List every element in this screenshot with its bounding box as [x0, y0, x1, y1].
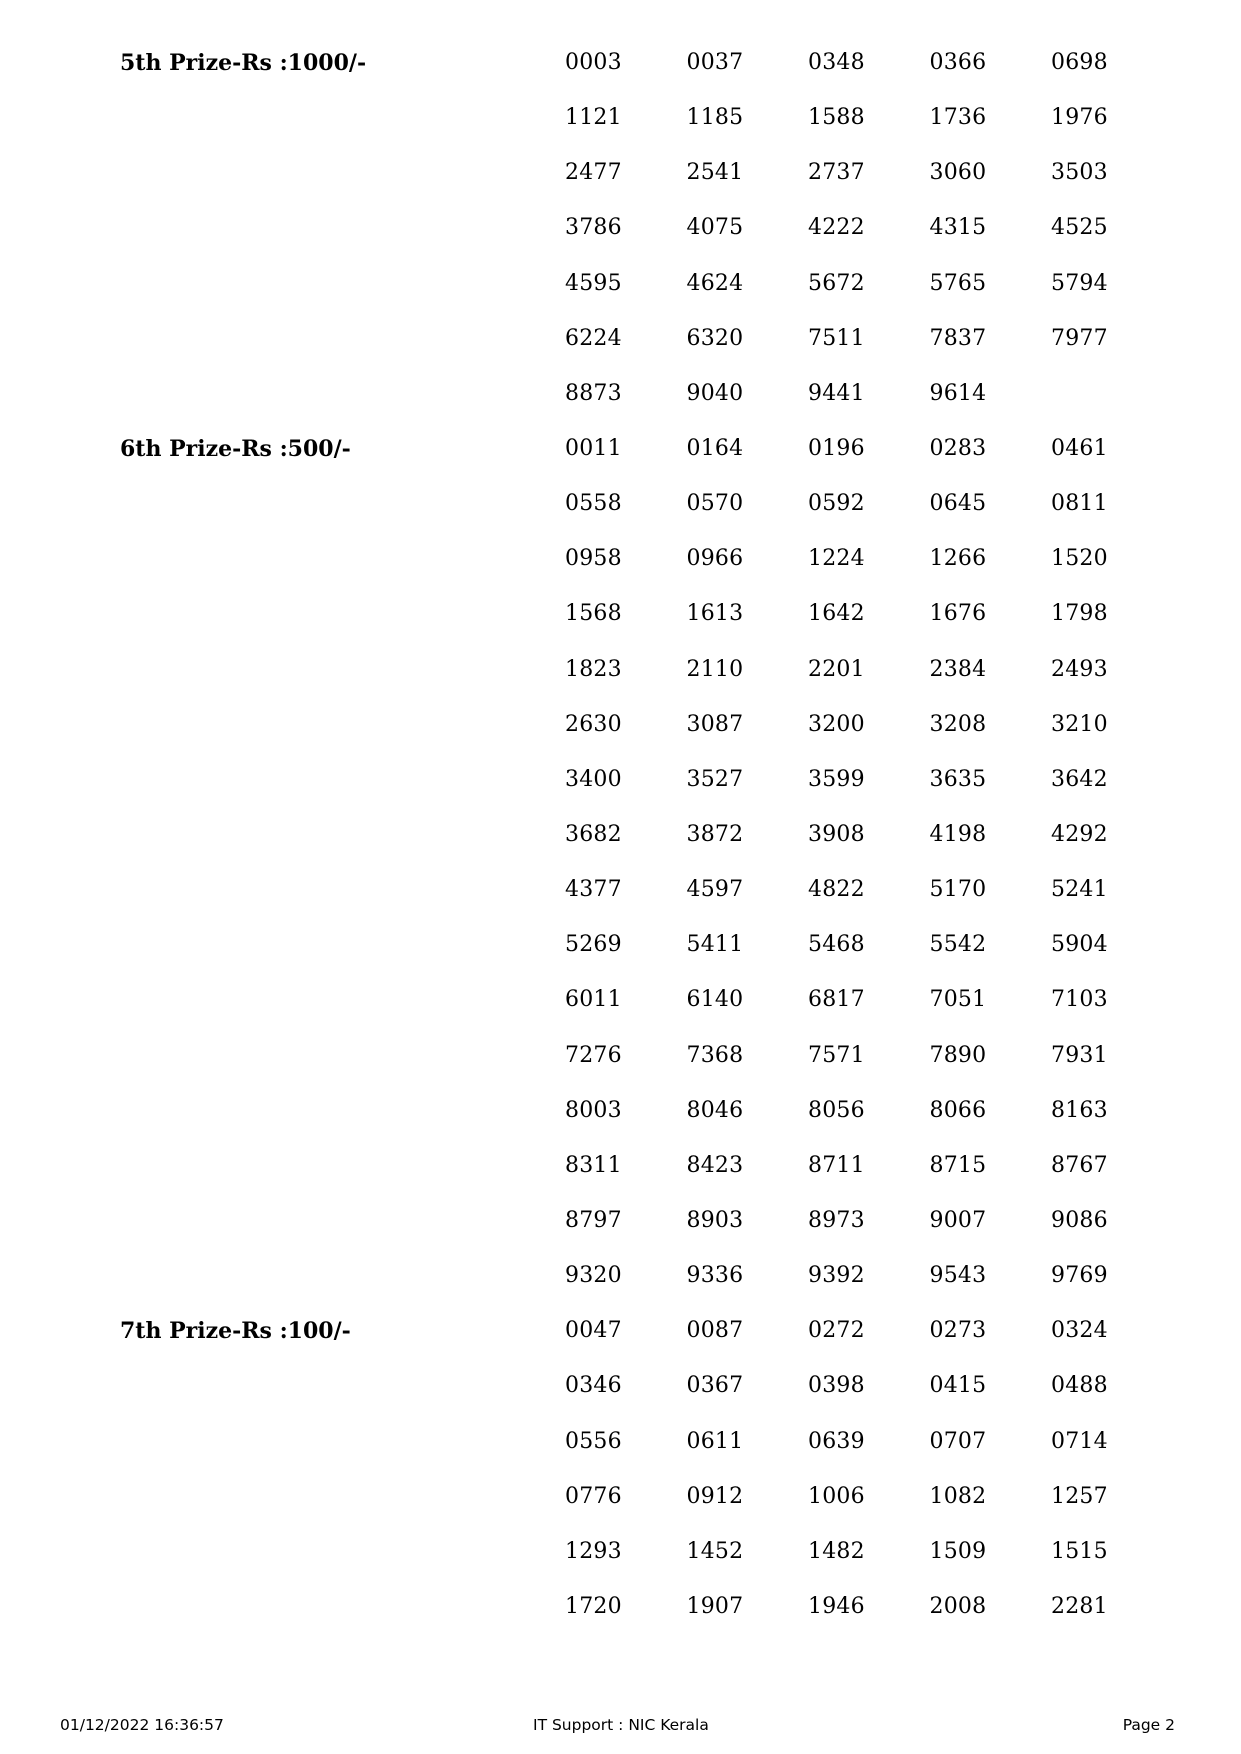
ticket-number: 9392: [808, 1263, 865, 1289]
ticket-number: 0611: [686, 1428, 744, 1454]
ticket-number: 1736: [929, 105, 987, 131]
ticket-number: 5794: [1051, 270, 1108, 296]
ticket-number: 1588: [808, 105, 865, 131]
ticket-number: 0966: [686, 546, 744, 572]
ticket-number: 4595: [565, 270, 622, 296]
ticket-number: 1082: [929, 1483, 987, 1509]
ticket-number: 2541: [686, 160, 744, 186]
ticket-number: 6140: [686, 987, 744, 1013]
ticket-number: 8873: [565, 380, 622, 406]
ticket-number: 7051: [929, 987, 987, 1013]
ticket-number: 0164: [686, 436, 744, 462]
ticket-number: 9040: [686, 380, 744, 406]
prize-row: [120, 476, 1173, 531]
ticket-number: 0958: [565, 546, 622, 572]
prize-row: [120, 1193, 1173, 1248]
ticket-number: 8903: [686, 1208, 744, 1234]
ticket-number: 3682: [565, 822, 622, 848]
prize-row: [120, 752, 1173, 807]
prize-row: [120, 200, 1173, 255]
ticket-number: 5170: [929, 877, 987, 903]
ticket-number: 9441: [808, 380, 865, 406]
ticket-number: 0087: [686, 1318, 744, 1344]
ticket-number: 0698: [1051, 50, 1108, 76]
prize-label: 6th Prize-Rs :500/-: [120, 435, 351, 462]
ticket-number: 9007: [929, 1208, 987, 1234]
ticket-number: 2493: [1051, 656, 1108, 682]
ticket-number: 8056: [808, 1097, 865, 1123]
ticket-number: 4198: [929, 822, 987, 848]
ticket-number: 0346: [565, 1373, 622, 1399]
ticket-number: 9086: [1051, 1208, 1108, 1234]
ticket-number: 1676: [929, 601, 987, 627]
ticket-number: 1520: [1051, 546, 1108, 572]
ticket-number: 8973: [808, 1208, 865, 1234]
ticket-number: 2630: [565, 711, 622, 737]
ticket-number: 3642: [1051, 766, 1108, 792]
ticket-number: 7977: [1051, 325, 1108, 351]
ticket-number: 2201: [808, 656, 865, 682]
ticket-number: 3400: [565, 766, 622, 792]
ticket-number: 3599: [808, 766, 865, 792]
ticket-number: 5672: [808, 270, 865, 296]
ticket-number: 4075: [686, 215, 744, 241]
ticket-number: 1946: [808, 1594, 865, 1619]
ticket-number: 4292: [1051, 822, 1108, 848]
ticket-number: 5269: [565, 932, 622, 958]
ticket-number: 9543: [929, 1263, 987, 1289]
ticket-number: 0645: [929, 491, 987, 517]
ticket-number: 9614: [929, 380, 987, 406]
ticket-number: 0714: [1051, 1428, 1108, 1454]
ticket-number: 0415: [929, 1373, 987, 1399]
ticket-number: 1006: [808, 1483, 865, 1509]
ticket-number: 8711: [808, 1152, 865, 1178]
ticket-number: 1482: [808, 1538, 865, 1564]
ticket-number: 3786: [565, 215, 622, 241]
prize-label: 5th Prize-Rs :1000/-: [120, 49, 367, 76]
ticket-number: 0776: [565, 1483, 622, 1509]
prize-row: [120, 1579, 1173, 1634]
ticket-number: 3087: [686, 711, 744, 737]
ticket-number: 4624: [686, 270, 744, 296]
ticket-number: 7890: [929, 1042, 987, 1068]
prize-row: [120, 972, 1173, 1027]
ticket-number: 0556: [565, 1428, 622, 1454]
prize-row: [120, 917, 1173, 972]
ticket-number: 1293: [565, 1538, 622, 1564]
prize-row: [120, 1028, 1173, 1083]
ticket-number: 3635: [929, 766, 987, 792]
ticket-number: 0003: [565, 50, 622, 76]
prize-row: [120, 421, 1173, 476]
ticket-number: 6011: [565, 987, 622, 1013]
ticket-number: 5241: [1051, 877, 1108, 903]
ticket-number: 8046: [686, 1097, 744, 1123]
ticket-number: 0011: [565, 436, 622, 462]
ticket-number: 7368: [686, 1042, 744, 1068]
ticket-number: 1509: [929, 1538, 987, 1564]
ticket-number: 5411: [686, 932, 744, 958]
prize-row: [120, 1248, 1173, 1303]
ticket-number: 4315: [929, 215, 987, 241]
ticket-number: 8163: [1051, 1097, 1108, 1123]
ticket-number: 4377: [565, 877, 622, 903]
ticket-number: 2384: [929, 656, 987, 682]
ticket-number: 5904: [1051, 932, 1108, 958]
ticket-number: 0366: [929, 50, 987, 76]
prize-row: [120, 1524, 1173, 1579]
ticket-number: 8311: [565, 1152, 622, 1178]
ticket-number: 1452: [686, 1538, 744, 1564]
ticket-number: 0348: [808, 50, 865, 76]
prize-row: [120, 862, 1173, 917]
ticket-number: 1121: [565, 105, 622, 131]
ticket-number: 8767: [1051, 1152, 1108, 1178]
ticket-number: 0367: [686, 1373, 744, 1399]
ticket-number: 3060: [929, 160, 987, 186]
ticket-number: 5468: [808, 932, 865, 958]
ticket-number: 2110: [686, 656, 744, 682]
it-support-credit: IT Support : NIC Kerala: [533, 1716, 709, 1734]
ticket-number: 3210: [1051, 711, 1108, 737]
prize-row: [120, 256, 1173, 311]
prize-row: [120, 586, 1173, 641]
ticket-number: 0398: [808, 1373, 865, 1399]
ticket-number: 9320: [565, 1263, 622, 1289]
ticket-number: 8797: [565, 1208, 622, 1234]
ticket-number: 0196: [808, 436, 865, 462]
ticket-number: 6320: [686, 325, 744, 351]
ticket-number: 3200: [808, 711, 865, 737]
ticket-number: 0283: [929, 436, 987, 462]
ticket-number: 1515: [1051, 1538, 1108, 1564]
ticket-number: 6224: [565, 325, 622, 351]
ticket-number: 9336: [686, 1263, 744, 1289]
ticket-number: 5542: [929, 932, 987, 958]
ticket-number: 0707: [929, 1428, 987, 1454]
ticket-number: 1266: [929, 546, 987, 572]
ticket-number: 0912: [686, 1483, 744, 1509]
ticket-number: 2008: [929, 1594, 987, 1619]
ticket-number: 3872: [686, 822, 744, 848]
prize-row: [120, 1469, 1173, 1524]
prize-row: [120, 642, 1173, 697]
ticket-number: 1720: [565, 1594, 622, 1619]
prize-table: [120, 35, 1173, 1634]
ticket-number: 1613: [686, 601, 744, 627]
prize-row: [120, 145, 1173, 200]
ticket-number: 1185: [686, 105, 744, 131]
ticket-number: 0037: [686, 50, 744, 76]
prize-row: [120, 1358, 1173, 1413]
ticket-number: 1823: [565, 656, 622, 682]
ticket-number: 7931: [1051, 1042, 1108, 1068]
prize-row: [120, 1138, 1173, 1193]
ticket-number: 0047: [565, 1318, 622, 1344]
ticket-number: 0592: [808, 491, 865, 517]
ticket-number: 0570: [686, 491, 744, 517]
ticket-number: 3208: [929, 711, 987, 737]
ticket-number: 3908: [808, 822, 865, 848]
ticket-number: 2281: [1051, 1594, 1108, 1619]
ticket-number: 7837: [929, 325, 987, 351]
page-footer: [0, 1716, 1241, 1740]
ticket-number: 5765: [929, 270, 987, 296]
ticket-number: 0811: [1051, 491, 1108, 517]
ticket-number: 3503: [1051, 160, 1108, 186]
ticket-number: 0639: [808, 1428, 865, 1454]
ticket-number: 0324: [1051, 1318, 1108, 1344]
ticket-number: 0273: [929, 1318, 987, 1344]
ticket-number: 1907: [686, 1594, 744, 1619]
ticket-number: 1224: [808, 546, 865, 572]
ticket-number: 1798: [1051, 601, 1108, 627]
ticket-number: 0558: [565, 491, 622, 517]
prize-row: [120, 1414, 1173, 1469]
ticket-number: 0461: [1051, 436, 1108, 462]
ticket-number: 1257: [1051, 1483, 1108, 1509]
ticket-number: 0488: [1051, 1373, 1108, 1399]
page-number: Page 2: [1122, 1716, 1175, 1734]
prize-row: [120, 1083, 1173, 1138]
prize-row: [120, 311, 1173, 366]
ticket-number: 7571: [808, 1042, 865, 1068]
ticket-number: 4822: [808, 877, 865, 903]
ticket-number: 1976: [1051, 105, 1108, 131]
prize-row: [120, 697, 1173, 752]
prize-row: [120, 90, 1173, 145]
ticket-number: 3527: [686, 766, 744, 792]
ticket-number: 9769: [1051, 1263, 1108, 1289]
ticket-number: 2737: [808, 160, 865, 186]
ticket-number: 1568: [565, 601, 622, 627]
prize-label: 7th Prize-Rs :100/-: [120, 1317, 351, 1344]
ticket-number: 7103: [1051, 987, 1108, 1013]
ticket-number: 8715: [929, 1152, 987, 1178]
ticket-number: 8423: [686, 1152, 744, 1178]
ticket-number: 6817: [808, 987, 865, 1013]
ticket-number: 7276: [565, 1042, 622, 1068]
ticket-number: 8066: [929, 1097, 987, 1123]
ticket-number: 4597: [686, 877, 744, 903]
ticket-number: 4222: [808, 215, 865, 241]
prize-row: [120, 35, 1173, 90]
prize-row: [120, 531, 1173, 586]
ticket-number: 1642: [808, 601, 865, 627]
ticket-number: 8003: [565, 1097, 622, 1123]
print-timestamp: 01/12/2022 16:36:57: [60, 1716, 224, 1734]
ticket-number: 0272: [808, 1318, 865, 1344]
ticket-number: 4525: [1051, 215, 1108, 241]
ticket-number: 7511: [808, 325, 865, 351]
prize-row: [120, 1303, 1173, 1358]
prize-row: [120, 366, 1173, 421]
prize-row: [120, 807, 1173, 862]
ticket-number: 2477: [565, 160, 622, 186]
